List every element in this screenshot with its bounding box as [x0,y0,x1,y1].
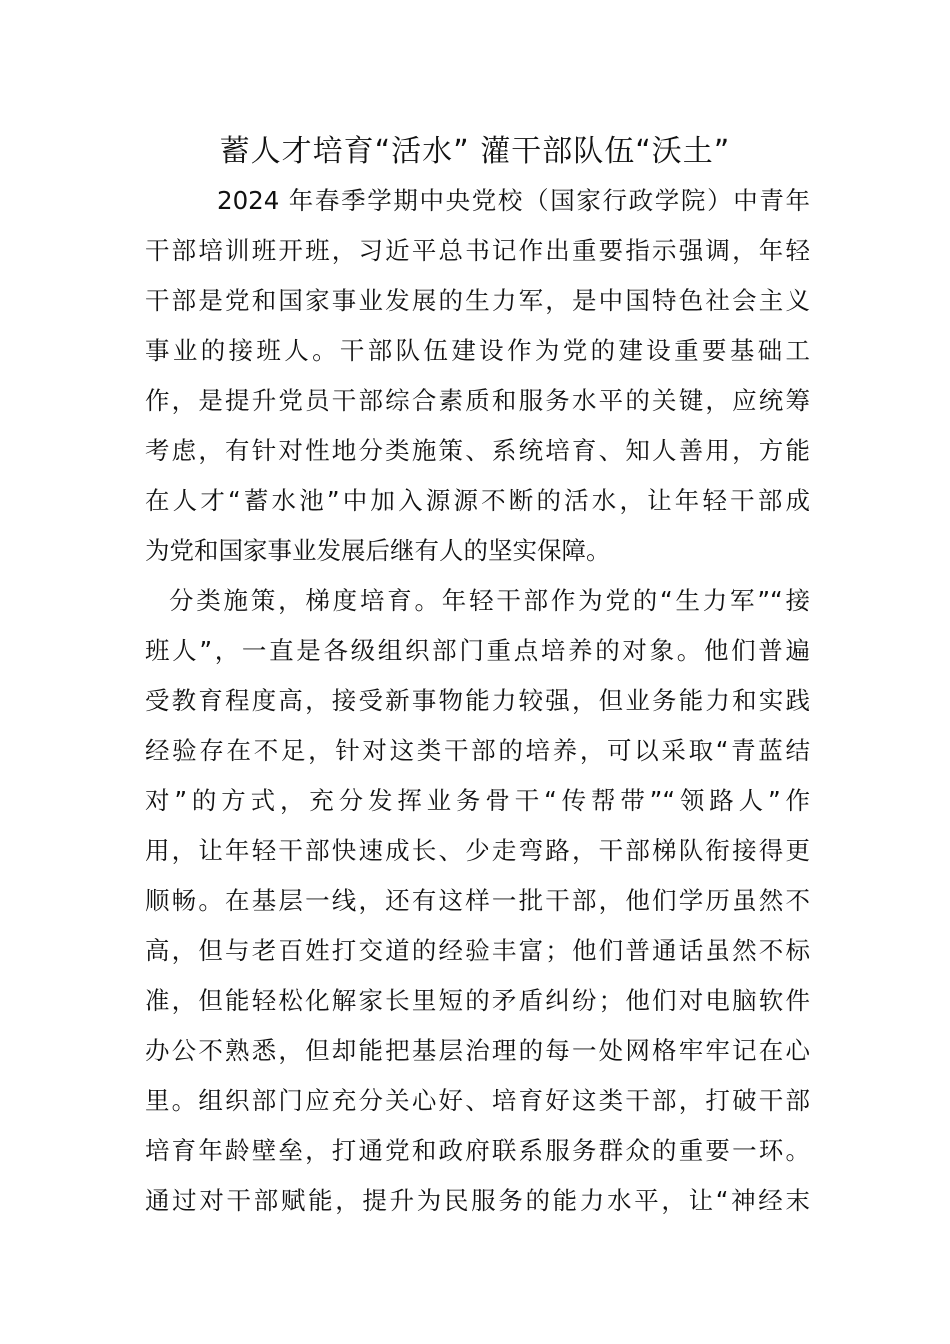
text-line: 通过对干部赋能，提升为民服务的能力水平，让“神经末 [145,1186,810,1215]
text-line: 高，但与老百姓打交道的经验丰富；他们普通话虽然不标 [145,936,810,965]
text-line: 分类施策，梯度培育。年轻干部作为党的“生力军”“接 [169,586,810,615]
text-line: 为党和国家事业发展后继有人的坚实保障。 [145,536,611,565]
text-line: 里。组织部门应充分关心好、培育好这类干部，打破干部 [145,1086,810,1115]
text-line: 班人”，一直是各级组织部门重点培养的对象。他们普遍 [145,636,810,665]
text-line: 办公不熟悉，但却能把基层治理的每一处网格牢牢记在心 [145,1036,810,1065]
text-line: 干部培训班开班，习近平总书记作出重要指示强调，年轻 [145,236,810,265]
paragraph-2 [145,576,810,1226]
text-line: 对”的方式，充分发挥业务骨干“传帮带”“领路人”作 [145,786,810,815]
text-line: 作，是提升党员干部综合素质和服务水平的关键，应统筹 [145,386,810,415]
document-title: 蓄人才培育“活水” 灌干部队伍“沃土” [219,134,731,169]
text-line: 用，让年轻干部快速成长、少走弯路，干部梯队衔接得更 [145,836,810,865]
text-line: 顺畅。在基层一线，还有这样一批干部，他们学历虽然不 [145,886,810,915]
text-line: 经验存在不足，针对这类干部的培养，可以采取“青蓝结 [145,736,810,765]
paragraph-1 [145,176,810,576]
text-line: 在人才“蓄水池”中加入源源不断的活水，让年轻干部成 [145,486,810,515]
text-line: 准，但能轻松化解家长里短的矛盾纠纷；他们对电脑软件 [145,986,810,1015]
text-line: 2024 年春季学期中央党校（国家行政学院）中青年 [217,186,810,215]
text-line: 干部是党和国家事业发展的生力军，是中国特色社会主义 [145,286,810,315]
text-line: 考虑，有针对性地分类施策、系统培育、知人善用，方能 [145,436,810,465]
text-line: 事业的接班人。干部队伍建设作为党的建设重要基础工 [145,336,810,365]
document-body [145,176,810,1226]
text-line: 受教育程度高，接受新事物能力较强，但业务能力和实践 [145,686,810,715]
text-line: 培育年龄壁垒，打通党和政府联系服务群众的重要一环。 [145,1136,810,1165]
